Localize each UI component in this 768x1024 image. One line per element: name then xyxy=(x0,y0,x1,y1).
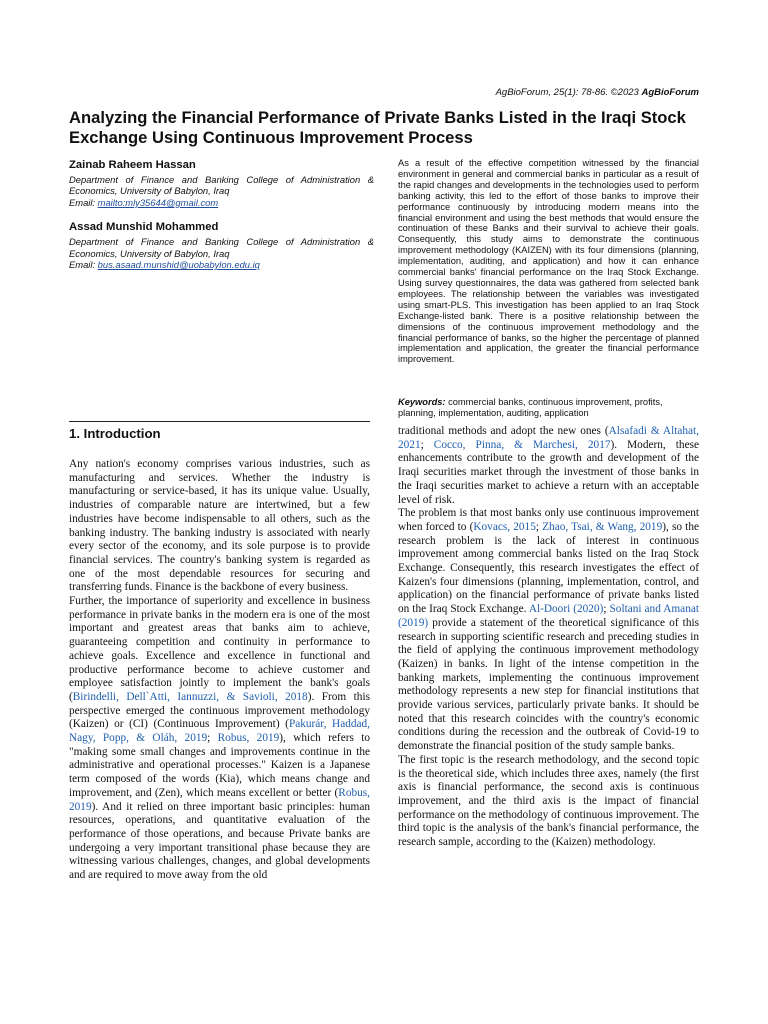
paper-title: Analyzing the Financial Performance of Private Banks Listed in the Iraqi Stock Exchange Using Continuous Improvement Process xyxy=(69,108,686,147)
author-name: Assad Munshid Mohammed xyxy=(69,221,219,234)
email-label: Email: xyxy=(69,259,98,271)
citation-link[interactable]: Soltani and Amanat (2019) xyxy=(398,603,699,629)
body-paragraph xyxy=(398,507,699,754)
citation-link[interactable]: Robus, 2019 xyxy=(217,732,280,745)
text-run: The problem is that most banks only use continuous improvement when forced to ( xyxy=(398,507,699,533)
citation-link[interactable]: Robus, 2019 xyxy=(69,786,370,813)
body-column-left xyxy=(69,458,370,883)
text-run: ; xyxy=(420,438,434,451)
author-affiliation: Department of Finance and Banking College of Administration & Economics, University of Babylon, Iraq xyxy=(69,236,374,259)
journal-brand: AgBioForum xyxy=(641,87,699,98)
email-label: Email: xyxy=(69,196,98,208)
text-run: ). Modern, these enhancements contribute to the growth and development of the Iraqi securities market through the investment of those banks in the Iraqi securities market to achieve a return with an acceptable level of risk. xyxy=(398,438,699,506)
citation-link[interactable]: Al-Doori (2020) xyxy=(528,603,604,616)
text-run: ). And it relied on three important basic principles: human resources, operations, and quantitative evaluation of the performance of those operations, and because Private banks are undergoing a very important transitional phase because they are witnessing various challenges, changes, and global developments and are required to move away from the old xyxy=(69,800,370,882)
text-run: ). From this perspective emerged the continuous improvement methodology (Kaizen) or (CI) (Continuous Improvement) ( xyxy=(69,690,370,731)
abstract: As a result of the effective competition witnessed by the financial environment in general and commercial banks in particular as a result of the rapid changes and developments in the technologies used to perform banking activity, this led to the effort of those banks to improve their performance continuously by introducing modern means into the financial environment and using the best methods that would ensure the continuation of these Banks and their survival to achieve their goals. Consequently, this study aims to demonstrate the continuous improvement methodology (KAIZEN) with its four dimensions (planning, implementation, auditing, and application) and how it can enhance commercial banks' financial performance on the Iraq Stock Exchange. Using survey questionnaires, the data was gathered from selected bank employees. The relationship between the variables was investigated using smart-PLS. This investigation has been applied to an Iraq Stock Exchange-listed bank. There is a positive relationship between the dimensions of the continuous improvement methodology and the financial performance of banks, so the higher the percentage of planned implementation and application, the greater the financial performance improvement. xyxy=(398,158,699,365)
citation-link[interactable]: Kovacs, 2015 xyxy=(473,520,536,533)
journal-citation-text: AgBioForum, 25(1): 78-86. ©2023 xyxy=(495,87,642,98)
section-divider xyxy=(69,421,370,422)
keywords-text: commercial banks, continuous improvement, profits, planning, implementation, auditing, application xyxy=(398,397,663,418)
citation-link[interactable]: Pakurár, Haddad, Nagy, Popp, & Oláh, 2019 xyxy=(69,718,370,745)
author-list xyxy=(69,158,374,282)
author-affiliation: Department of Finance and Banking College of Administration & Economics, University of Babylon, Iraq xyxy=(69,174,374,197)
body-paragraph: The first topic is the research methodology, and the second topic is the theoretical side, which includes three axes, namely (the first axis is financial performance, the second axis is continuous improvement, and the third axis is the impact of financial performance on the methodology of continuous improvement. The third topic is the analysis of the bank's financial performance, the research sample, according to the (Kaizen) methodology. xyxy=(398,753,699,849)
author-email-line xyxy=(69,197,374,208)
body-column-right xyxy=(398,425,699,850)
text-run: ; xyxy=(535,520,543,533)
body-paragraph: Any nation's economy comprises various industries, such as manufacturing and services. Whether the industry is manufacturing or service-based, it has its unique value. Usually, industries of comparable nature are intertwined, but a few industries have become indispensable to all others, such as the banking industry. The banking industry is associated with nearly every sector of the economy, and its sole purpose is to provide financial services. The country's banking system is regarded as one of the most dependable resources for securing and transferring funds. Finance is the backbone of every business. xyxy=(69,458,370,594)
author-block xyxy=(69,158,374,208)
author-email-link[interactable]: mailto:mly35644@gmail.com xyxy=(97,196,219,208)
body-paragraph xyxy=(398,425,699,507)
citation-link[interactable]: Zhao, Tsai, & Wang, 2019 xyxy=(542,520,663,533)
citation-link[interactable]: Birindelli, Dell`Atti, Iannuzzi, & Savioli, 2018 xyxy=(72,690,308,703)
citation-link[interactable]: Alsafadi & Altahat, 2021 xyxy=(398,425,699,451)
text-run: traditional methods and adopt the new ones ( xyxy=(398,425,609,437)
section-heading: 1. Introduction xyxy=(69,426,161,441)
author-email-line xyxy=(69,259,374,270)
keywords xyxy=(398,397,699,419)
text-run: ), which refers to "making some small changes and improvements continue in the administrative and operational processes." Kaizen is a Japanese term composed of the words (Kia), which means change and improvement, and (Zen), which means excellent or better ( xyxy=(69,732,370,799)
author-email-link[interactable]: bus.asaad.munshid@uobabylon.edu.iq xyxy=(97,259,260,271)
author-name: Zainab Raheem Hassan xyxy=(69,159,196,171)
text-run: provide a statement of the theoretical significance of this research in supporting scientific research and preceding studies in the field of applying the continuous improvement methodology (Kaizen) in banks. In light of the intense competition in the banking markets, implementing the continuous improvement methodology represents a new step for financial institutions that provide various services, particularly private banks. It should be noted that this research coincides with the country's economic conditions during the recession and the outbreak of Covid-19 to demonstrate the financial position of the study sample banks. xyxy=(398,616,699,753)
text-run: ; xyxy=(603,603,610,616)
citation-link[interactable]: Cocco, Pinna, & Marchesi, 2017 xyxy=(433,438,611,451)
text-run: ; xyxy=(207,732,218,745)
journal-citation xyxy=(496,87,699,98)
body-paragraph xyxy=(69,595,370,883)
keywords-label: Keywords: xyxy=(398,397,446,407)
text-run: Further, the importance of superiority and excellence in business performance in private banks in the modern era is one of the most important and greatest areas that banks aim to achieve, guaranteeing competition and continuity in performance to achieve goals. Excellence and excellence in functional and productive performance become to achieve customer and employee satisfaction jointly to implement the bank's goals ( xyxy=(69,595,370,703)
text-run: ), so the research problem is the lack of interest in continuous improvement among commercial banks listed on the Iraq Stock Exchange. Consequently, this research investigates the effect of Kaizen's four dimensions (planning, implementation, control, and application) on the financial performance of private banks listed on the Iraq Stock Exchange. xyxy=(398,520,699,616)
author-block xyxy=(69,220,374,270)
